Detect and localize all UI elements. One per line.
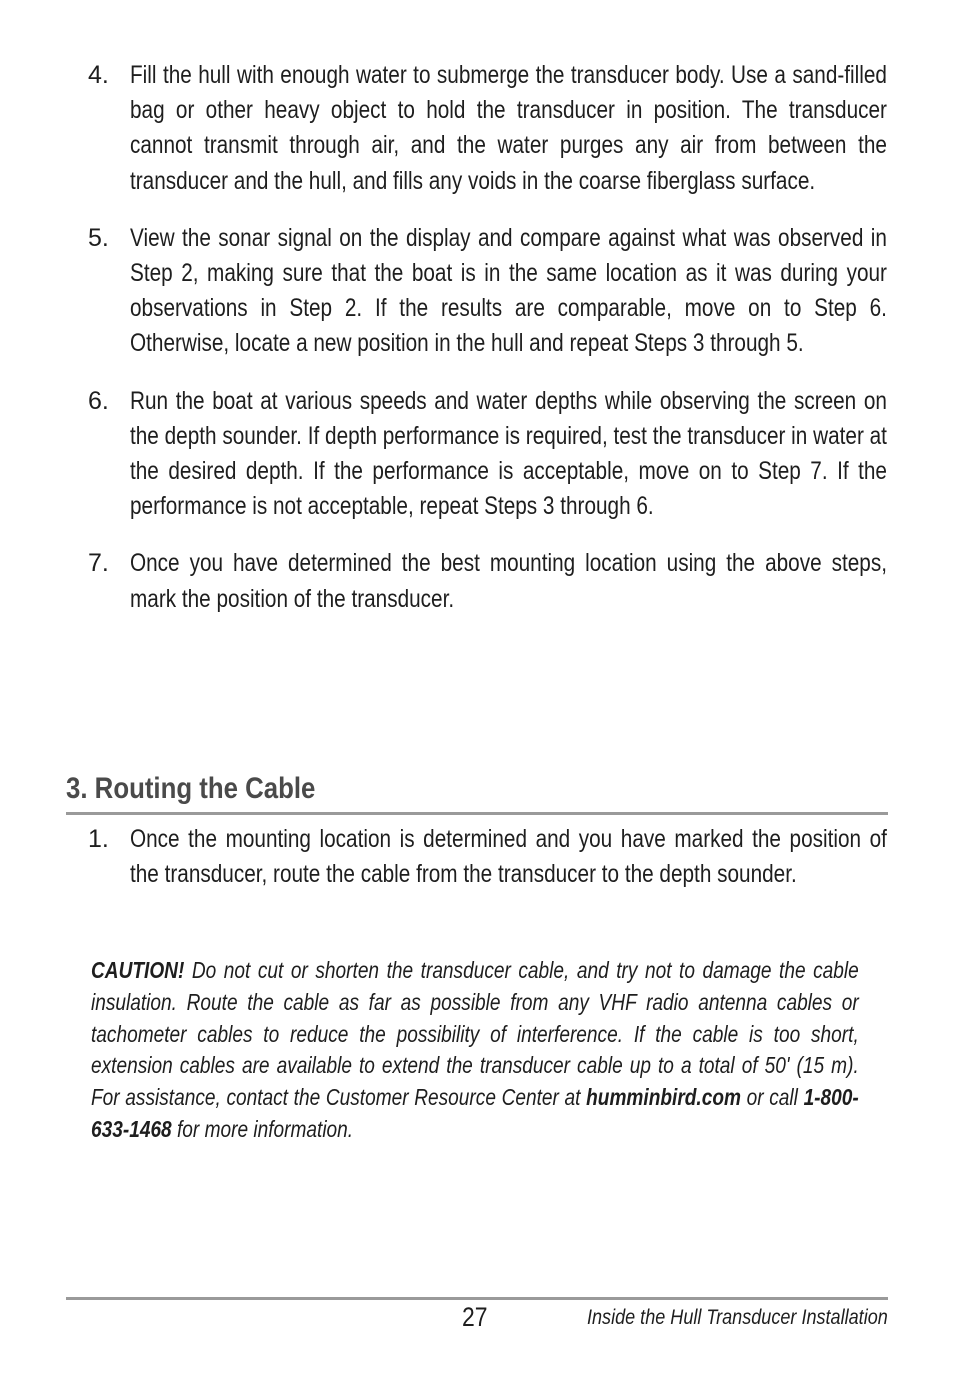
list-item bbox=[88, 546, 888, 616]
website-link[interactable]: humminbird.com bbox=[586, 1084, 741, 1111]
caution-text-call: or call bbox=[740, 1084, 804, 1111]
routing-steps-list bbox=[88, 822, 888, 914]
step-number: 1. bbox=[88, 825, 109, 853]
step-number: 4. bbox=[88, 61, 109, 89]
section-heading: 3. Routing the Cable bbox=[66, 772, 316, 805]
step-number: 6. bbox=[88, 386, 109, 415]
caution-paragraph bbox=[91, 955, 859, 1146]
step-number: 5. bbox=[88, 223, 109, 252]
step-text: Once the mounting location is determined and you have marked the position of the transducer, route the cable from the transducer to the depth sounder. bbox=[130, 825, 887, 889]
caution-text-end: for more information. bbox=[171, 1115, 354, 1142]
installation-steps-list bbox=[88, 58, 888, 639]
caution-note bbox=[91, 955, 859, 1146]
running-footer-title: Inside the Hull Transducer Installation bbox=[587, 1306, 888, 1329]
caution-text: Do not cut or shorten the transducer cable, and try not to damage the cable insulation. Route the cable as far as possible from any VHF radio antenna cables or tachometer cables to reduce the possibility of interference. If the cable is too short, extension cables are available to extend the transducer cable up to a total of 50' (15 m). For assistance, contact the Customer Resource Center at bbox=[91, 957, 859, 1111]
list-item bbox=[88, 221, 888, 362]
caution-label: CAUTION! bbox=[91, 957, 185, 983]
section-divider bbox=[66, 812, 888, 815]
list-item bbox=[88, 822, 888, 892]
step-text: Fill the hull with enough water to submerge the transducer body. Use a sand-filled bag or other heavy object to hold the transducer in position. The transducer cannot transmit through air, and the water purges any air from between the transducer and the hull, and fills any voids in the coarse fiberglass surface. bbox=[130, 61, 887, 195]
step-number: 7. bbox=[88, 549, 109, 578]
footer-divider bbox=[66, 1297, 888, 1300]
step-text: Run the boat at various speeds and water depths while observing the screen on the depth sounder. If depth performance is required, test the transducer in water at the desired depth. If the performance is acceptable, move on to Step 7. If the performance is not acceptable, repeat Steps 3 through 6. bbox=[130, 386, 887, 521]
list-item bbox=[88, 58, 888, 199]
phone-number: 1-800-633-1468 bbox=[91, 1084, 859, 1142]
step-text: View the sonar signal on the display and compare against what was observed in Step 2, making sure that the boat is in the same location as it was during your observations in Step 2. If the results are comparable, move on to Step 6. Otherwise, locate a new position in the hull and repeat Steps 3 through 5. bbox=[130, 223, 887, 358]
list-item bbox=[88, 384, 888, 525]
page-number: 27 bbox=[462, 1302, 488, 1332]
step-text: Once you have determined the best mounting location using the above steps, mark the position of the transducer. bbox=[130, 549, 887, 613]
